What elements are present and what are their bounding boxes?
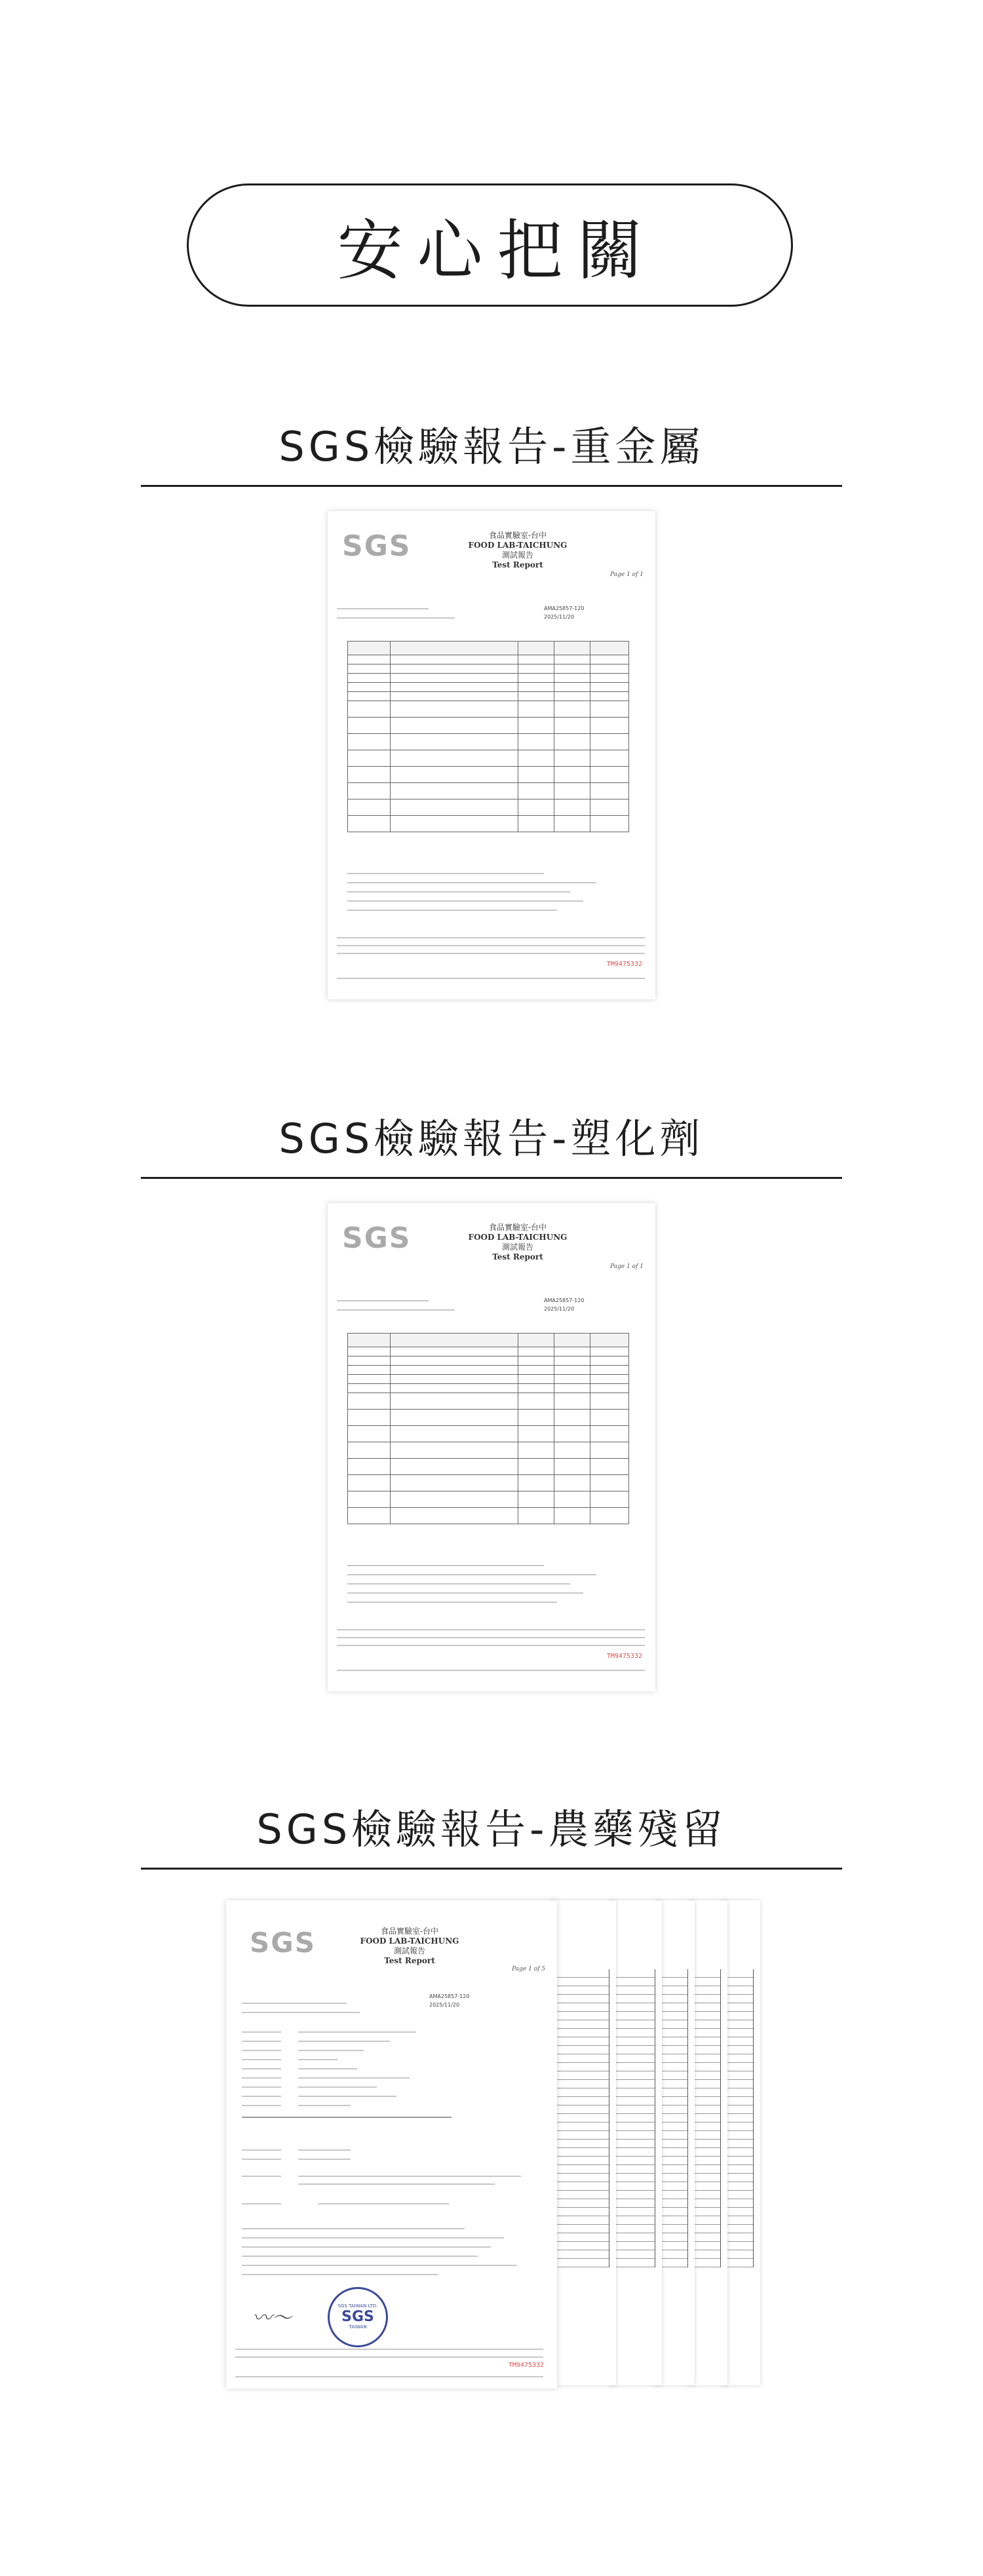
page-number: Page 1 of 5 — [512, 1966, 545, 1972]
report-page-sheet — [550, 1900, 616, 2385]
address-line — [242, 2012, 360, 2013]
section-title-pesticide: SGS檢驗報告-農藥殘留 — [256, 1805, 727, 1853]
lab-name-zh: 食品實驗室-台中 — [380, 1927, 439, 1936]
page-number: Page 1 of 1 — [610, 1263, 644, 1270]
field-value-line — [298, 2176, 521, 2177]
report-title-en: Test Report — [492, 560, 543, 569]
note-line — [242, 2246, 491, 2248]
field-label-line — [242, 2203, 281, 2204]
lab-name-en: FOOD LAB-TAICHUNG — [468, 541, 568, 550]
footer-line — [337, 978, 645, 979]
lab-header — [419, 531, 616, 570]
sgs-logo: SGS — [250, 1927, 316, 1959]
note-line — [347, 1592, 583, 1594]
footer-line — [337, 1629, 645, 1630]
field-label-line — [242, 2068, 281, 2069]
report-stamp: TM9475332 — [508, 2362, 544, 2369]
note-line — [347, 882, 596, 883]
report-number: AMA25857-120 — [544, 606, 585, 611]
footer-line — [235, 2376, 543, 2377]
sgs-logo: SGS — [342, 1221, 412, 1255]
footer-line — [337, 945, 645, 946]
note-line — [242, 2274, 438, 2275]
applicant-line — [337, 1300, 429, 1301]
note-line — [242, 2256, 478, 2257]
note-line — [242, 2228, 465, 2229]
field-label-line — [242, 2050, 281, 2051]
report-title-zh: 測試報告 — [501, 1242, 533, 1252]
field-value-line — [298, 2086, 377, 2088]
note-line — [242, 2237, 504, 2239]
field-value-line — [298, 2050, 364, 2051]
note-line — [347, 1602, 557, 1603]
report-number: AMA25857-120 — [544, 1298, 585, 1303]
report-stamp: TM9475332 — [606, 1653, 642, 1660]
report-stamp: TM9475332 — [606, 961, 642, 968]
note-line — [347, 910, 557, 911]
sgs-logo: SGS — [342, 529, 412, 563]
field-label-line — [242, 2176, 281, 2177]
field-label-line — [242, 2031, 281, 2033]
lab-name-en: FOOD LAB-TAICHUNG — [360, 1936, 459, 1946]
footer-line — [337, 1637, 645, 1638]
footer-line — [337, 1670, 645, 1671]
footer-line — [337, 937, 645, 938]
report-image-plasticizer — [328, 1203, 655, 1691]
address-line — [337, 617, 455, 619]
section-title-heavy-metals: SGS檢驗報告-重金屬 — [279, 423, 704, 471]
field-label-line — [242, 2149, 281, 2151]
field-value-line — [298, 2031, 416, 2033]
field-value-line — [298, 2105, 351, 2106]
applicant-line — [337, 608, 429, 609]
section-divider — [141, 1177, 842, 1179]
report-number: AMA25857-120 — [429, 1993, 470, 1999]
note-line — [347, 900, 583, 902]
report-title-en: Test Report — [492, 1252, 543, 1261]
sgs-seal: SGS TAIWAN LTD. SGS TAIWAN — [328, 2287, 388, 2347]
note-line — [242, 2265, 517, 2266]
signature: 〰〜 — [252, 2307, 292, 2330]
field-label-line — [242, 2059, 281, 2060]
lab-name-zh: 食品實驗室-台中 — [488, 1223, 547, 1232]
note-line — [347, 891, 570, 893]
page-number: Page 1 of 1 — [610, 571, 644, 578]
field-value-line — [298, 2183, 495, 2185]
field-label-line — [242, 2159, 281, 2160]
report-title-zh: 測試報告 — [501, 550, 533, 560]
report-meta — [544, 1296, 584, 1313]
field-value-line — [298, 2059, 337, 2060]
footer-line — [337, 953, 645, 954]
report-image-heavy-metals — [328, 511, 655, 999]
address-line — [337, 1309, 455, 1311]
note-line — [347, 873, 544, 874]
field-label-line — [242, 2105, 281, 2106]
field-value-line — [242, 2117, 452, 2118]
lab-name-en: FOOD LAB-TAICHUNG — [468, 1233, 568, 1242]
report-image-pesticide — [226, 1900, 557, 2389]
section-divider — [141, 1868, 842, 1870]
applicant-line — [242, 2003, 347, 2004]
section-title-plasticizer: SGS檢驗報告-塑化劑 — [279, 1115, 704, 1163]
report-title-en: Test Report — [384, 1956, 435, 1965]
page-title: 安心把關 — [337, 212, 657, 289]
header-pill — [187, 183, 793, 307]
field-value-line — [298, 2041, 390, 2042]
note-line — [347, 1565, 544, 1566]
field-value-line — [298, 2068, 357, 2069]
note-line — [347, 1583, 570, 1585]
lab-header — [324, 1927, 495, 1966]
results-table — [347, 1333, 629, 1524]
field-label-line — [242, 2077, 281, 2079]
report-date: 2025/11/20 — [544, 1306, 575, 1312]
footer-line — [337, 1645, 645, 1646]
field-value-line — [298, 2149, 351, 2151]
field-value-line — [318, 2203, 449, 2204]
report-title-zh: 測試報告 — [393, 1946, 425, 1955]
report-date: 2025/11/20 — [429, 2002, 460, 2008]
report-date: 2025/11/20 — [544, 614, 575, 620]
report-meta — [544, 604, 584, 621]
lab-name-zh: 食品實驗室-台中 — [488, 531, 547, 540]
field-value-line — [298, 2077, 410, 2079]
report-meta — [429, 1992, 469, 2009]
field-value-line — [298, 2159, 351, 2160]
field-label-line — [242, 2086, 281, 2088]
field-value-line — [298, 2096, 396, 2097]
section-divider — [141, 485, 842, 487]
results-table — [347, 641, 629, 832]
field-label-line — [242, 2096, 281, 2097]
field-label-line — [242, 2041, 281, 2042]
footer-line — [235, 2356, 543, 2358]
note-line — [347, 1574, 596, 1575]
footer-line — [235, 2349, 543, 2350]
lab-header — [419, 1223, 616, 1262]
report-page-sheet — [609, 1900, 662, 2385]
